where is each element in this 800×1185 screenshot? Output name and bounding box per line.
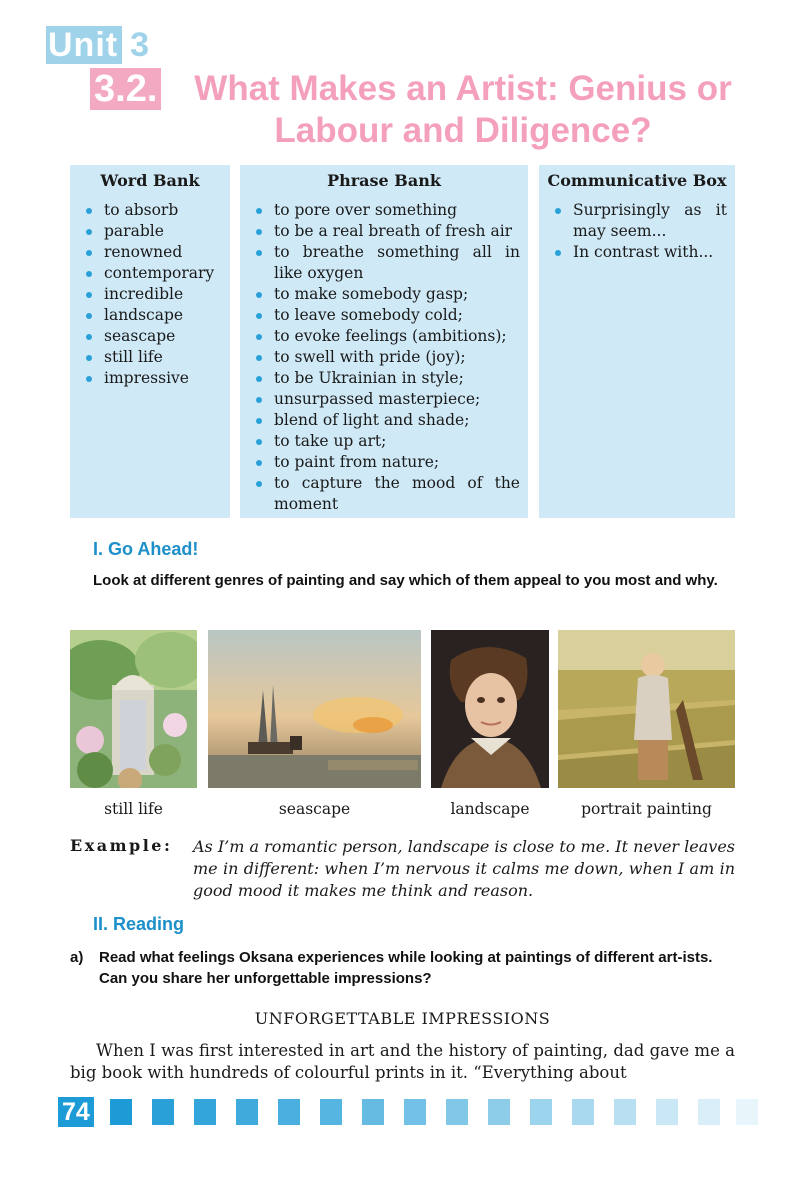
section-reading-heading: II. Reading	[93, 914, 185, 934]
lesson-title-line2: Labour and Diligence?	[274, 111, 652, 150]
reading-task-text: Read what feelings Oksana experiences while looking at paintings of different art-ists. Can you share her unforgettable impressions?	[99, 949, 713, 987]
example-label: Example:	[70, 836, 173, 855]
phrase-bank-item: to pore over something	[248, 200, 520, 221]
seascape-image	[208, 630, 421, 788]
communicative-box-item: Surprisingly as it may seem...	[547, 200, 727, 242]
word-bank-item: still life	[78, 347, 222, 368]
communicative-box-list	[547, 200, 727, 263]
caption-still-life: still life	[104, 800, 163, 818]
still-life-image	[70, 630, 197, 788]
communicative-box-item: In contrast with...	[547, 242, 727, 263]
phrase-bank-item: to take up art;	[248, 431, 520, 452]
landscape-image	[431, 630, 549, 788]
story-title: UNFORGETTABLE IMPRESSIONS	[254, 1009, 551, 1028]
phrase-bank	[240, 165, 528, 518]
caption-seascape: seascape	[278, 800, 351, 818]
word-bank-item: impressive	[78, 368, 222, 389]
phrase-bank-item: to be Ukrainian in style;	[248, 368, 520, 389]
phrase-bank-item: to be a real breath of fresh air	[248, 221, 520, 242]
section-go-ahead-instruction: Look at different genres of painting and say which of them appeal to you most and why.	[93, 572, 718, 589]
word-bank	[70, 165, 230, 518]
phrase-bank-item: to breathe something all in like oxygen	[248, 242, 520, 284]
lesson-title-line1: What Makes an Artist: Genius or	[194, 69, 732, 108]
story-text: When I was first interested in art and the history of painting, dad gave me a big book with hundreds of colourful prints in it. “Everything about	[70, 1041, 735, 1082]
unit-number: 3	[130, 26, 151, 64]
portrait-image	[558, 630, 735, 788]
landscape-painting	[431, 630, 549, 788]
phrase-bank-item: to evoke feelings (ambitions);	[248, 326, 520, 347]
word-bank-item: incredible	[78, 284, 222, 305]
phrase-bank-title: Phrase Bank	[327, 171, 441, 190]
word-bank-item: renowned	[78, 242, 222, 263]
caption-portrait: portrait painting	[581, 800, 712, 818]
example-text: As I’m a romantic person, landscape is close to me. It never leaves me in different: when I’m nervous it calms me down, when I am in good mood it makes me think and reason.	[193, 837, 735, 900]
unit-label	[46, 26, 150, 65]
reading-task-letter: a)	[70, 949, 84, 966]
word-bank-item: contemporary	[78, 263, 222, 284]
word-bank-title: Word Bank	[100, 171, 200, 190]
still-life-painting	[70, 630, 197, 788]
footer-decoration	[110, 1099, 760, 1125]
phrase-bank-item: to paint from nature;	[248, 452, 520, 473]
phrase-bank-item: unsurpassed masterpiece;	[248, 389, 520, 410]
word-bank-item: parable	[78, 221, 222, 242]
portrait-painting	[558, 630, 735, 788]
lesson-title	[183, 68, 743, 152]
unit-word: Unit	[46, 26, 122, 64]
seascape-painting	[208, 630, 421, 788]
word-bank-item: to absorb	[78, 200, 222, 221]
phrase-bank-item: to swell with pride (joy);	[248, 347, 520, 368]
phrase-bank-item: to leave somebody cold;	[248, 305, 520, 326]
phrase-bank-item: to make somebody gasp;	[248, 284, 520, 305]
word-bank-item: seascape	[78, 326, 222, 347]
communicative-box-title: Communicative Box	[547, 171, 727, 190]
phrase-bank-item: to capture the mood of the moment	[248, 473, 520, 515]
communicative-box	[539, 165, 735, 518]
page-number: 74	[58, 1097, 94, 1127]
section-go-ahead-heading: I. Go Ahead!	[93, 539, 199, 559]
word-bank-item: landscape	[78, 305, 222, 326]
phrase-bank-list	[248, 200, 520, 515]
lesson-number: 3.2.	[90, 68, 161, 110]
caption-landscape: landscape	[450, 800, 530, 818]
phrase-bank-item: blend of light and shade;	[248, 410, 520, 431]
word-bank-list	[78, 200, 222, 389]
